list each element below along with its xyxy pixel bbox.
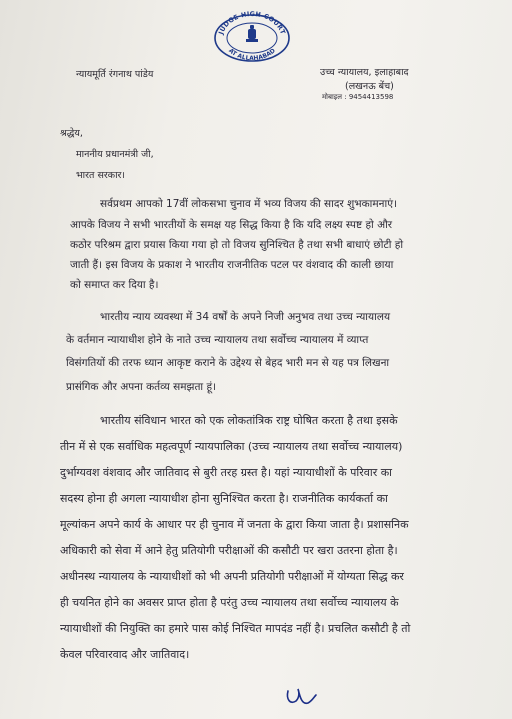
recipient-line-1: माननीय प्रधानमंत्री जी,	[76, 149, 154, 160]
sender-name: न्यायमूर्ति रंगनाथ पांडेय	[76, 69, 154, 80]
paragraph-line: तीन में से एक सर्वाधिक महत्वपूर्ण न्यायपालिका (उच्च न्यायालय तथा सर्वोच्च न्यायालय)	[60, 440, 403, 453]
high-court-seal-stamp	[212, 10, 292, 62]
paragraph-line: दुर्भाग्यवश वंशवाद और जातिवाद से बुरी तरह ग्रस्त है। यहां न्यायाधीशों के परिवार का	[60, 466, 392, 479]
paragraph-line: विसंगतियों की तरफ ध्यान आकृष्ट कराने के उद्देश्य से बेहद भारी मन से यह पत्र लिखना	[66, 357, 390, 369]
paragraph-line: के वर्तमान न्यायाधीश होने के नाते उच्च न्यायालय तथा सर्वोच्च न्यायालय में व्याप्त	[66, 334, 369, 346]
address-line-court: उच्च न्यायालय, इलाहाबाद	[320, 67, 409, 78]
svg-text:JUDGE HIGH COURT: JUDGE HIGH COURT	[216, 10, 288, 36]
paragraph-line: को समाप्त कर दिया है।	[70, 279, 159, 291]
paragraph-line: भारतीय न्याय व्यवस्था में 34 वर्षों के अपने निजी अनुभव तथा उच्च न्यायालय	[100, 311, 391, 323]
paragraph-line: ही चयनित होने का अवसर प्राप्त होता है परंतु उच्च न्यायालय तथा सर्वोच्च न्यायालय के	[60, 596, 399, 609]
paragraph-line: भारतीय संविधान भारत को एक लोकतांत्रिक राष्ट्र घोषित करता है तथा इसके	[100, 414, 398, 427]
paragraph-line: न्यायाधीशों की नियुक्ति का हमारे पास कोई निश्चित मापदंड नहीं है। प्रचलित कसौटी है तो	[60, 622, 411, 635]
mobile-label: मोबाइल	[322, 93, 342, 101]
paragraph-line: अधीनस्थ न्यायालय के न्यायाधीशों को भी अपनी प्रतियोगी परीक्षाओं में योग्यता सिद्ध कर	[60, 570, 404, 583]
paragraph-line: अधिकारी को सेवा में आने हेतु प्रतियोगी परीक्षाओं की कसौटी पर खरा उतरना होता है।	[60, 544, 398, 557]
mobile-value: : 9454413598	[344, 93, 394, 101]
paragraph-line: आपके विजय ने सभी भारतीयों के समक्ष यह सिद्ध किया है कि यदि लक्ष्य स्पष्ट हो और	[70, 219, 393, 231]
salutation: श्रद्धेय,	[60, 128, 83, 139]
paragraph-line: सर्वप्रथम आपको 17वीं लोकसभा चुनाव में भव्य विजय की सादर शुभकामनाएं।	[100, 198, 397, 210]
handwritten-mark	[282, 685, 322, 711]
paragraph-line: मूल्यांकन अपने कार्य के आधार पर ही चुनाव में जनता के द्वारा किया जाता है। प्रशासनिक	[60, 518, 409, 531]
paragraph-line: सदस्य होना ही अगला न्यायाधीश होना सुनिश्चित करता है। राजनीतिक कार्यकर्ता का	[60, 492, 388, 505]
paragraph-line: केवल परिवारवाद और जातिवाद।	[60, 648, 190, 661]
paragraph-line: प्रासंगिक और अपना कर्तव्य समझता हूं।	[66, 381, 217, 393]
svg-text:AT ALLAHABAD: AT ALLAHABAD	[227, 47, 277, 62]
paragraph-line: जाती हैं। इस विजय के प्रकाश ने भारतीय राजनीतिक पटल पर वंशवाद की काली छाया	[70, 259, 394, 271]
mobile-number	[322, 93, 393, 102]
recipient-line-2: भारत सरकार।	[76, 170, 126, 181]
paragraph-line: कठोर परिश्रम द्वारा प्रयास किया गया हो तो विजय सुनिश्चित है तथा सभी बाधाएं छोटी हो	[70, 239, 404, 251]
address-line-bench: (लखनऊ बेंच)	[345, 81, 394, 92]
